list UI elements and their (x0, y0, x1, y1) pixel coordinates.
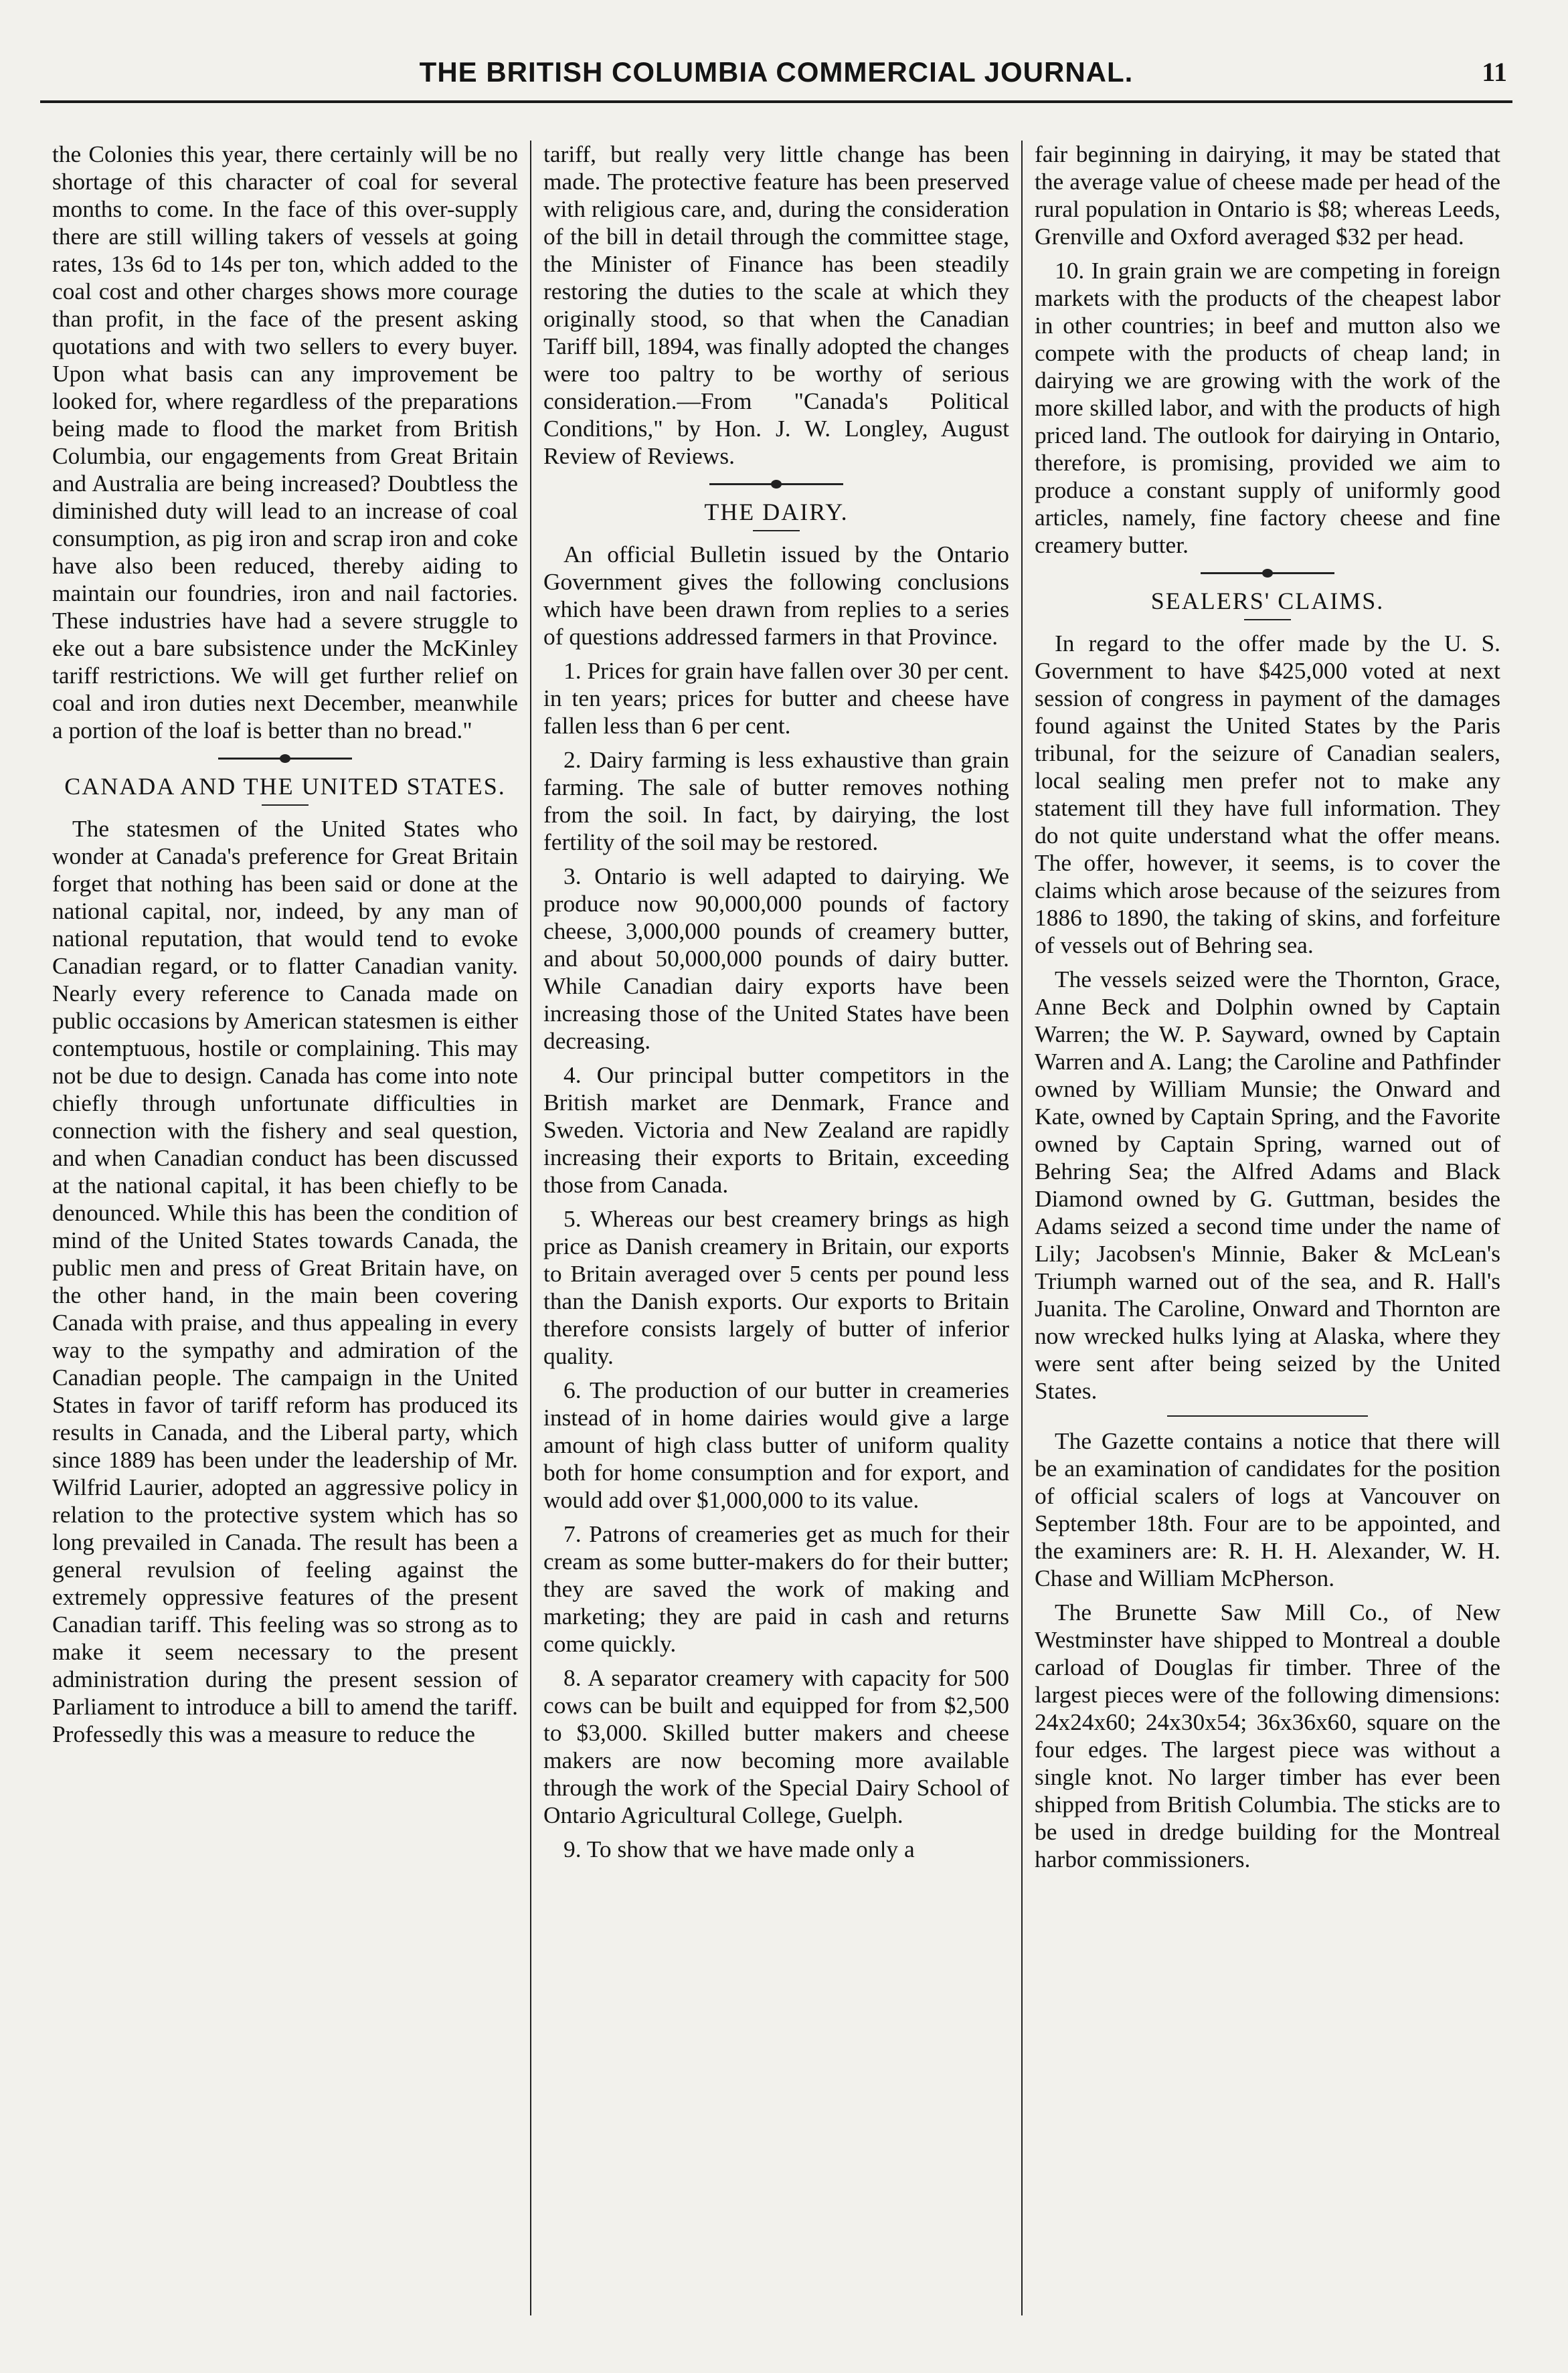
dairy-continued: fair beginning in dairying, it may be stated that the average value of cheese made per head of the rural population in Ontario is $8; whereas Leeds, Grenville and Oxford averaged $32 per head. (1035, 141, 1500, 250)
dairy-item-10: 10. In grain grain we are competing in foreign markets with the products of the cheapest labor in other countries; in beef and mutton also we compete with the products of cheap land; in dairying we are growing with the work of the more skilled labor, and with the products of high priced land. The outlook for dairying in Ontario, therefore, is promising, provided we aim to produce a constant supply of uniformly good articles, namely, fine factory cheese and fine creamery butter. (1035, 257, 1500, 558)
coal-article-continued: the Colonies this year, there certainly will be no shortage of this character of coal for several months to come. In the face of this over-supply there are still willing takers of vessels at going rates, 13s 6d to 14s per ton, which added to the coal cost and other charges shows more courage than profit, in the face of the present asking quotations and with two sellers to every buyer. Upon what basis can any improvement be looked for, where regardless of the preparations being made to flood the market from British Columbia, our engagements from Great Britain and Australia are being increased? Doubtless the diminished duty will lead to an increase of coal consumption, as pig iron and scrap iron and coke have also been reduced, thereby aiding to maintain our foundries, iron and nail factories. These industries have had a severe struggle to eke out a bare subsistence under the McKinley tariff restrictions. We will get further relief on coal and iron duties next December, meanwhile a portion of the loaf is better than no bread." (52, 141, 518, 743)
canada-us-heading: CANADA AND THE UNITED STATES. (64, 773, 506, 800)
section-divider (218, 758, 352, 760)
heading-rule (1244, 619, 1291, 620)
dairy-item: 3. Ontario is well adapted to dairying. We produce now 90,000,000 pounds of factory cheese, 3,000,000 pounds of creamery butter, and about 50,000,000 pounds of dairy butter. While Canadian dairy exports have been increasing those of the United States have been decreasing. (543, 863, 1009, 1054)
scalers-exam-notice: The Gazette contains a notice that there will be an examination of candidates for the position of official scalers of logs at Vancouver on September 18th. Four are to be appointed, and the examiners are: R. H. H. Alexander, W. H. Chase and William McPherson. (1035, 1427, 1500, 1591)
dairy-item: 7. Patrons of creameries get as much for their cream as some butter-makers do for their butter; they are saved the work of making and marketing; they are paid in cash and returns come quickly. (543, 1520, 1009, 1657)
dairy-intro: An official Bulletin issued by the Ontario Government gives the following conclusions which have been drawn from replies to a series of questions addressed farmers in that Province. (543, 541, 1009, 650)
column-3 (1021, 141, 1512, 2315)
heading-rule (262, 804, 309, 806)
journal-title: THE BRITISH COLUMBIA COMMERCIAL JOURNAL. (419, 56, 1134, 88)
masthead (40, 54, 1512, 103)
dairy-conclusions-list (543, 657, 1009, 1863)
section-divider (709, 483, 843, 485)
page-number: 11 (1482, 57, 1507, 87)
sealers-claims-body: In regard to the offer made by the U. S. Government to have $425,000 voted at next session of congress in payment of the damages found against the United States by the Paris tribunal, for the seizure of Canadian sealers, local sealing men prefer not to make any statement till they have full information. They do not quite understand what the offer means. The offer, however, it seems, is to cover the claims which arose because of the seizures from 1886 to 1890, the taking of skins, and forfeiture of vessels out of Behring sea. (1035, 630, 1500, 958)
heading-rule (753, 530, 800, 531)
dairy-item: 8. A separator creamery with capacity for 500 cows can be built and equipped for from $2,500 to $3,000. Skilled butter makers and cheese makers are now becoming more available through the work of the Special Dairy School of Ontario Agricultural College, Guelph. (543, 1664, 1009, 1828)
sealers-claims-heading: SEALERS' CLAIMS. (1150, 588, 1385, 614)
column-1 (40, 141, 530, 2315)
saw-mill-shipment-notice: The Brunette Saw Mill Co., of New Westminster have shipped to Montreal a double carload of Douglas fir timber. Three of the largest pieces were of the following dimensions: 24x24x60; 24x30x54; 36x36x60, square on the four edges. The largest piece was without a single knot. No larger timber has ever been shipped from British Columbia. The sticks are to be used in dredge building for the Montreal harbor commissioners. (1035, 1599, 1500, 1872)
dairy-item: 2. Dairy farming is less exhaustive than grain farming. The sale of butter removes nothing from the soil. In fact, by dairying, the lost fertility of the soil may be restored. (543, 746, 1009, 855)
dairy-item: 4. Our principal butter competitors in the British market are Denmark, France and Sweden. Victoria and New Zealand are rapidly increasing their exports to Britain, exceeding those from Canada. (543, 1061, 1009, 1198)
vessels-seized-paragraph: The vessels seized were the Thornton, Grace, Anne Beck and Dolphin owned by Captain Warren; the W. P. Sayward, owned by Captain Warren and A. Lang; the Caroline and Pathfinder owned by William Munsie; the Onward and Kate, owned by Captain Spring, and the Favorite owned by Captain Spring, warned out of Behring Sea; the Alfred Adams and Black Diamond owned by G. Guttman, besides the Adams seized a second time under the name of Lily; Jacobsen's Minnie, Baker & McLean's Triumph warned out of the sea, and R. Hall's Juanita. The Caroline, Onward and Thornton are now wrecked hulks lying at Alaska, where they were sent after being seized by the United States. (1035, 966, 1500, 1404)
dairy-item: 6. The production of our butter in creameries instead of in home dairies would give a large amount of high class butter of uniform quality both for home consumption and for export, and would add over $1,000,000 to its value. (543, 1377, 1009, 1513)
dairy-item: 9. To show that we have made only a (563, 1836, 915, 1862)
dairy-item: 5. Whereas our best creamery brings as high price as Danish creamery in Britain, our exports to Britain averaged over 5 cents per pound less than the Danish exports. Our exports to Britain therefore consists largely of butter of inferior quality. (543, 1205, 1009, 1369)
news-item-rule (1167, 1415, 1368, 1417)
article-columns (40, 141, 1512, 2315)
column-2 (530, 141, 1021, 2315)
dairy-item: 1. Prices for grain have fallen over 30 per cent. in ten years; prices for butter and cheese have fallen less than 6 per cent. (543, 657, 1009, 739)
tariff-article-continued: tariff, but really very little change has been made. The protective feature has been preserved with religious care, and, during the consideration of the bill in detail through the committee stage, the Minister of Finance has been steadily restoring the duties to the scale at which they originally stood, so that when the Canadian Tariff bill, 1894, was finally adopted the changes were too paltry to be worthy of serious consideration.—From "Canada's Political Conditions," by Hon. J. W. Longley, August Review of Reviews. (543, 141, 1009, 469)
section-divider (1201, 572, 1334, 574)
newspaper-page (40, 54, 1512, 2315)
canada-us-body: The statesmen of the United States who wonder at Canada's preference for Great Britain forget that nothing has been said or done at the national capital, nor, indeed, by any man of national reputation, that would tend to evoke Canadian regard, or to flatter Canadian vanity. Nearly every reference to Canada made on public occasions by American statesmen is either contemptuous, hostile or complaining. This may not be due to design. Canada has come into note chiefly through unfortunate difficulties in connection with the fishery and seal question, and when Canadian conduct has been discussed at the national capital, it has been chiefly to be denounced. While this has been the condition of mind of the United States towards Canada, the public men and press of Great Britain have, on the other hand, in the main been covering Canada with praise, and thus appealing in every way to the sympathy and admiration of the Canadian people. The campaign in the United States in favor of tariff reform has produced its results in Canada, and the Liberal party, which since 1889 has been under the leadership of Mr. Wilfrid Laurier, adopted an aggressive policy in relation to the protective system which has so long prevailed in Canada. The result has been a general revulsion of feeling against the extremely oppressive features of the present Canadian tariff. This feeling was so strong as to make it seem necessary to the present administration during the present session of Parliament to introduce a bill to amend the tariff. Professedly this was a measure to reduce the (52, 815, 518, 1747)
dairy-heading: THE DAIRY. (704, 499, 849, 525)
